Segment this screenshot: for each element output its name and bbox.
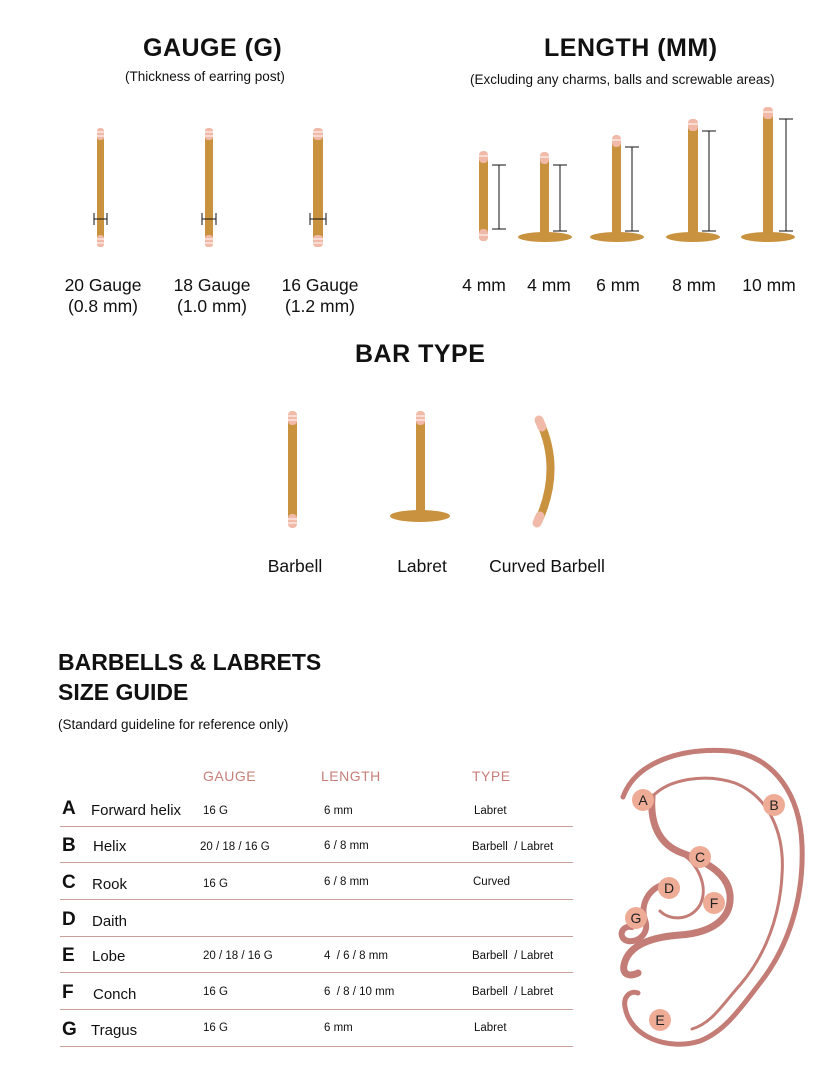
row-gauge: 16 G <box>203 1022 228 1034</box>
guide-title <box>58 647 321 707</box>
length-label-3: 6 mm <box>596 275 640 295</box>
length-post-labret-10 <box>741 107 795 242</box>
row-gauge: 16 G <box>203 805 228 817</box>
gauge-label-18 <box>157 275 267 317</box>
row-name: Lobe <box>92 948 126 965</box>
row-length: 6 / 8 / 10 mm <box>324 986 395 998</box>
ear-marker-c <box>689 846 711 868</box>
bar-type-title: BAR TYPE <box>355 340 486 368</box>
gauge-mm: (1.0 mm) <box>177 296 247 316</box>
row-divider <box>60 972 573 973</box>
length-illustrations <box>440 95 838 255</box>
row-gauge: 16 G <box>203 878 228 890</box>
row-length: 6 / 8 mm <box>324 876 369 888</box>
row-divider <box>60 899 573 900</box>
row-divider <box>60 862 573 863</box>
length-title: LENGTH (MM) <box>544 34 718 62</box>
ear-marker-label: B <box>769 797 779 813</box>
row-gauge: 20 / 18 / 16 G <box>200 841 270 853</box>
ear-marker-label: C <box>694 849 706 865</box>
row-type: Labret <box>474 1022 507 1034</box>
gauge-name: 20 Gauge <box>64 275 142 295</box>
gauge-label-20 <box>48 275 158 317</box>
row-type: Labret <box>474 805 507 817</box>
row-type: Barbell / Labret <box>472 986 554 998</box>
row-length: 6 / 8 mm <box>324 840 369 852</box>
ear-marker-a <box>632 789 654 811</box>
ear-marker-label: G <box>630 910 642 926</box>
row-gauge: 20 / 18 / 16 G <box>203 950 273 962</box>
row-letter: B <box>62 835 76 856</box>
length-post-labret-6 <box>590 135 644 242</box>
row-letter: F <box>62 982 74 1003</box>
row-divider <box>60 936 573 937</box>
gauge-name: 18 Gauge <box>173 275 251 295</box>
row-letter: D <box>62 909 76 930</box>
row-name: Tragus <box>91 1022 138 1039</box>
row-name: Rook <box>92 876 128 893</box>
length-post-labret-8 <box>666 119 720 242</box>
gauge-title: GAUGE (G) <box>143 34 283 62</box>
row-name: Daith <box>92 913 128 930</box>
row-letter: G <box>62 1019 77 1040</box>
length-label-2: 4 mm <box>527 275 571 295</box>
bar-type-labret-illustration <box>390 411 450 522</box>
length-label-4: 8 mm <box>672 275 716 295</box>
ear-marker-d <box>658 877 680 899</box>
column-header-type: TYPE <box>472 768 511 784</box>
ear-illustration <box>590 735 830 1055</box>
gauge-post-16 <box>310 128 326 247</box>
ear-marker-label: F <box>709 895 719 911</box>
bar-type-label-barbell: Barbell <box>267 556 323 576</box>
gauge-mm: (1.2 mm) <box>285 296 355 316</box>
row-length: 6 mm <box>324 805 353 817</box>
ear-marker-label: D <box>663 880 675 896</box>
gauge-label-16 <box>265 275 375 317</box>
gauge-name: 16 Gauge <box>281 275 359 295</box>
row-divider <box>60 1009 573 1010</box>
row-divider <box>60 826 573 827</box>
row-letter: E <box>62 945 75 966</box>
bar-type-label-curved-barbell: Curved Barbell <box>489 556 605 576</box>
row-type: Curved <box>473 876 511 888</box>
row-letter: A <box>62 798 76 819</box>
guide-title-line1: BARBELLS & LABRETS <box>58 649 322 675</box>
gauge-subtitle: (Thickness of earring post) <box>125 69 285 84</box>
bar-type-curved-barbell-illustration <box>537 420 551 523</box>
column-header-gauge: GAUGE <box>203 768 257 784</box>
guide-subtitle: (Standard guideline for reference only) <box>58 717 289 732</box>
bar-type-illustrations <box>250 400 610 540</box>
ear-marker-g <box>625 907 647 929</box>
gauge-post-20 <box>94 128 107 247</box>
row-gauge: 16 G <box>203 986 228 998</box>
row-name: Forward helix <box>91 802 182 819</box>
length-post-barbell-4 <box>479 151 506 241</box>
ear-marker-label: E <box>655 1012 665 1028</box>
row-letter: C <box>62 872 76 893</box>
row-length: 6 mm <box>324 1022 353 1034</box>
row-name: Conch <box>93 986 137 1003</box>
length-post-labret-4 <box>518 152 572 242</box>
length-label-5: 10 mm <box>742 275 796 295</box>
row-type: Barbell / Labret <box>472 841 554 853</box>
gauge-post-18 <box>202 128 216 247</box>
bar-type-barbell-illustration <box>288 411 297 528</box>
row-name: Helix <box>93 838 127 855</box>
ear-marker-label: A <box>638 792 648 808</box>
gauge-mm: (0.8 mm) <box>68 296 138 316</box>
ear-marker-f <box>703 892 725 914</box>
guide-title-line2: SIZE GUIDE <box>58 679 189 705</box>
gauge-illustrations <box>0 0 400 260</box>
row-length: 4 / 6 / 8 mm <box>324 950 388 962</box>
length-label-1: 4 mm <box>462 275 506 295</box>
length-subtitle: (Excluding any charms, balls and screwable areas) <box>470 72 775 87</box>
ear-marker-b <box>763 794 785 816</box>
ear-marker-e <box>649 1009 671 1031</box>
bar-type-label-labret: Labret <box>397 556 447 576</box>
column-header-length: LENGTH <box>321 768 381 784</box>
row-type: Barbell / Labret <box>472 950 554 962</box>
row-divider <box>60 1046 573 1047</box>
